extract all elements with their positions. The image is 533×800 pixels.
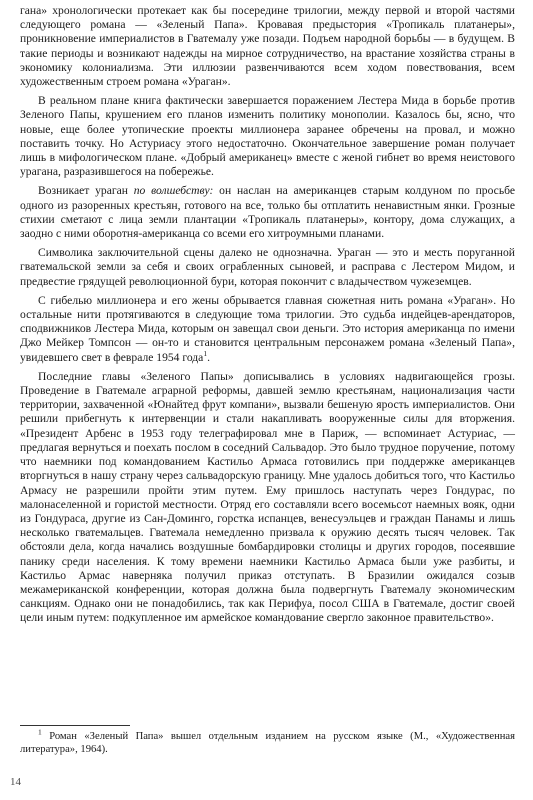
footnote-text: Роман «Зеленый Папа» вышел отдельным изданием на русском языке (М., «Художественная литература», 1964). bbox=[20, 731, 515, 755]
text-run: С гибелью миллионера и его жены обрывается главная сюжетная нить романа «Ураган». Но остальные нити протягиваются в следующие тома трилогии. Это судьба индейцев-арендаторов, сподвижников Лестера Мида, которым он завещал свои деньги. Это история американца по имени Джо Мейкер Томпсон — он-то и становится центральным персонажем романа «Зеленый Папа», увидевшего свет в феврале 1954 года bbox=[20, 293, 515, 364]
text-run: гана» хронологически протекает как бы посередине трилогии, между первой и второй частями следующего романа — «Зеленый Папа». Кровавая предыстория «Тропикаль платанеры», проникновение империалистов в Гватемалу уже позади. Подъем народной борьбы — в будущем. В такие периоды и возникают надежды на мирное сотрудничество, на врастание хозяйства страны в экономику колониализма. Эти иллюзии развенчиваются всем ходом повествования, всем художественным строем романа «Ураган». bbox=[20, 4, 515, 89]
paragraph-p4 bbox=[20, 246, 515, 289]
paragraph-p2 bbox=[20, 94, 515, 179]
footnote-reference: 1 bbox=[203, 348, 208, 358]
text-run: В реальном плане книга фактически завершается поражением Лестера Мида в борьбе против Зеленого Папы, крушением его планов изменить политику монополии. Казалось бы, ясно, что новые, еще более утопические проекты миллионера заранее обречены на провал, и можно поставить точку. Но Астуриасу этого недостаточно. Окончательное завершение роман получает лишь в мифологическом плане. «Добрый американец» вместе с женой гибнет во время неистового урагана, разразившегося на побережье. bbox=[20, 94, 515, 179]
paragraph-p5 bbox=[20, 294, 515, 365]
main-text bbox=[20, 4, 515, 631]
paragraph-p3 bbox=[20, 184, 515, 241]
text-run: Символика заключительной сцены далеко не однозначна. Ураган — это и месть поруганной гватемальской земли за себя и своих ограбленных сыновей, и расправа с Лестером Мидом, и предвестие грядущей революционной бури, которая покончит с владычеством чужеземцев. bbox=[20, 246, 515, 288]
text-run: Возникает ураган bbox=[38, 184, 134, 198]
footnote-divider bbox=[20, 725, 130, 726]
footnote-marker: 1 bbox=[38, 727, 42, 737]
paragraph-p1 bbox=[20, 4, 515, 89]
italic-text: по волшебству: bbox=[133, 184, 214, 198]
text-run: он наслан на американцев старым колдуном по просьбе одного из разоренных крестьян, готового на все, только бы отплатить ненавистным янки. Грозные стихии сметают с лица земли плантации «Тропикаль платанеры», контору, дома служащих, а заодно с ними оборотня-американца со всеми его хитроумными планами. bbox=[20, 184, 516, 241]
page-number: 14 bbox=[10, 776, 21, 788]
footnote bbox=[20, 727, 515, 756]
paragraph-p6 bbox=[20, 370, 515, 626]
text-run: Последние главы «Зеленого Папы» дописывались в условиях надвигающейся грозы. Проведение в Гватемале аграрной реформы, давшей землю крестьянам, национализация части территории, захваченной «Юнайтед фрут компани», вызвали бешеную ярость империалистов. Они решили прибегнуть к интервенции и стали накапливать вооруженные силы для вторжения. «Президент Арбенс в 1953 году телеграфировал мне в Париж, — вспоминает Астуриас, — предлагая вернуться и поехать послом в соседний Сальвадор. Это было трудное поручение, потому что наемники под командованием Кастильо Армаса готовились при поддержке американцев вторгнуться в нашу страну через сальвадорскую границу. Мне удалось добиться того, что Кастильо Армасу не разрешили пройти этим путем. Ему пришлось наступать через Гондурас, по малонаселенной и гористой местности. Отряд его составляли всего восемьсот наемных вояк, одни из Гондураса, другие из Сан-Доминго, горстка испанцев, венесуэльцев и граждан Панамы и лишь несколько гватемальцев. Гватемала немедленно призвала к оружию десять тысяч человек. Так обстояли дела, когда начались воздушные бомбардировки столицы и других городов, посеявшие панику среди населения. К тому времени наемники Кастильо Армаса были уже разбиты, и Кастильо Армас наверняка получил приказ отступать. В Бразилии ожидался созыв межамериканской конференции, которая должна была подвергнуть Гватемалу экономическим санкциям. Однако они не понадобились, так как Перифуа, посол США в Гватемале, достиг своей цели иным путем: подкупленное им армейское командование свергло законное правительство». bbox=[20, 369, 515, 625]
text-run: . bbox=[207, 350, 210, 364]
